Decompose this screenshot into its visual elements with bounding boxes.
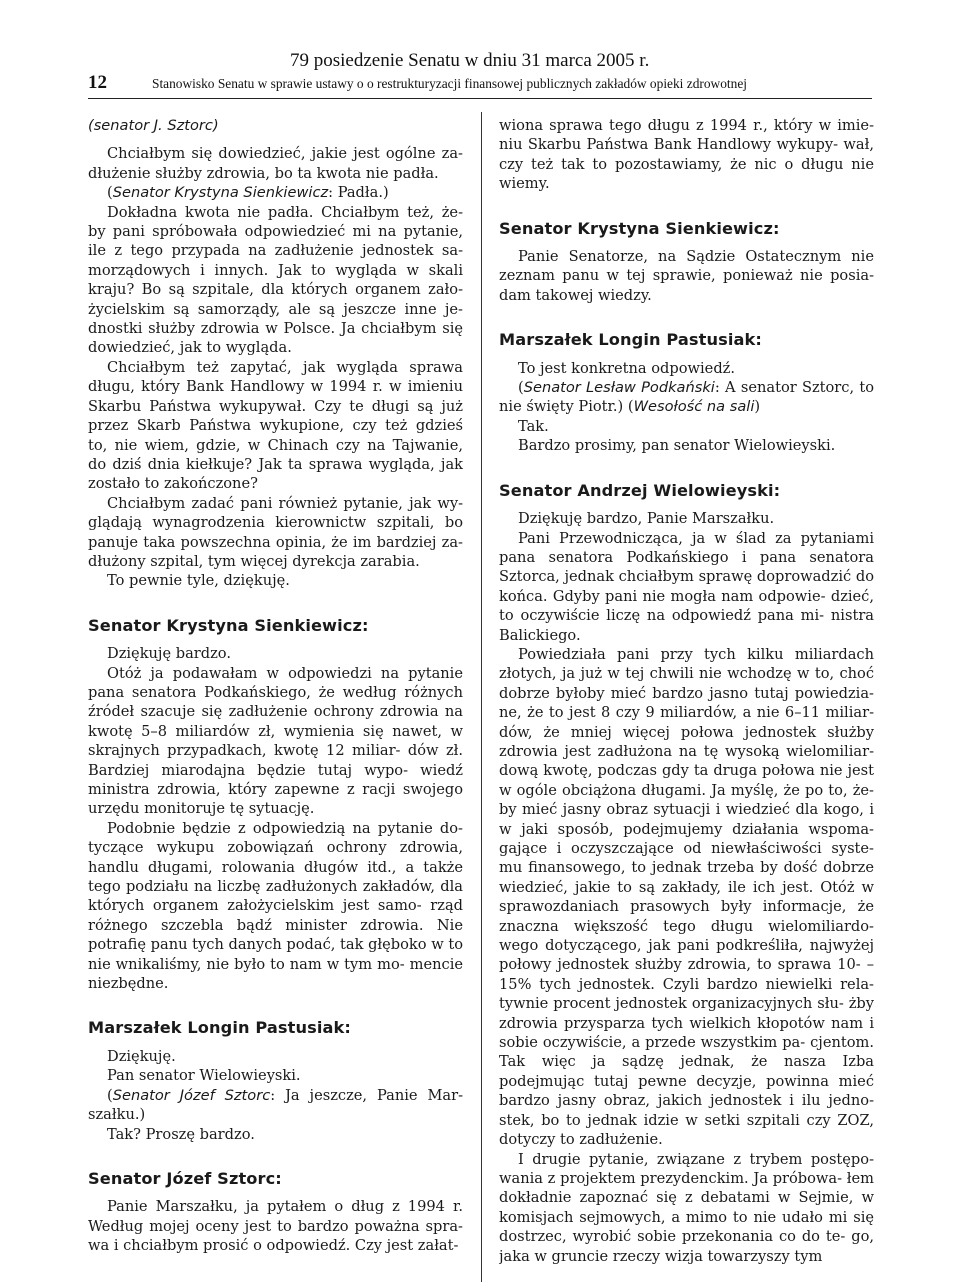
paragraph: To pewnie tyle, dziękuję. bbox=[107, 572, 290, 590]
paragraph: Tak. bbox=[518, 417, 549, 435]
speaker-heading: Marszałek Longin Pastusiak: bbox=[88, 1018, 351, 1038]
paragraph: I drugie pytanie, związane z trybem postępo- wania z projektem prezydenckim. Ja próbowa- łem dokładnie zapoznać się z debatami w Sejmie, w komisjach sejmowych, a mimo to nie udało mi się dostrzec, wyrobić sobie przekonania co do te- go, jaka w gruncie rzeczy wizja towarzyszy tym bbox=[499, 1150, 874, 1265]
paragraph-continued: wiona sprawa tego długu z 1994 r., który w imie- niu Skarbu Państwa Bank Handlowy wykupy- wał, czy też tak to pozostawiamy, że nic o długu nie wiemy. bbox=[499, 117, 874, 193]
interjection-speaker: Senator Lesław Podkański bbox=[523, 379, 715, 397]
paragraph: Powiedziała pani przy tych kilku miliardach złotych, ja już w tej chwili nie wchodzę w to, choć dobrze byłoby mieć bardzo jasno tutaj powiedzia- ne, że to jest 8 czy 9 miliardów, a nie 6–11 miliar- dów, że mniej więcej połowa jednostek służby zdrowia jest zadłużona na tę wysoką wielomiliar- dową kwotę, podczas gdy ta druga połowa nie jest w ogóle obciążona długami. Ja myślę, że po to, że- by mieć jasny obraz sytuacji i wiedzieć dla kogo, i w jaki sposób, podejmujemy działania wspoma- gające i oczyszczające od niewłaściwości syste- mu finansowego, to jednak trzeba by dość dobrze wiedzieć, jakie to są zakłady, ile ich jest. Otóż w sprawozdaniach prasowych były informacje, że znaczna większość tego długu wielomiliardo- wego dotyczącego, jak pani podkreśliła, najwyżej połowy jednostek służby zdrowia, to sprawa 10- –15% tych jednostek. Czyli bardzo niewielki rela- tywnie procent jednostek organizacyjnych słu- żby zdrowia przysparza tych wielkich kłopotów nam i sobie oczywiście, a przede wszystkim pa- cjentom. Tak więc ja sądzę jednak, że nasza Izba podejmując tutaj pewne decyzje, powinna mieć bardzo jasny obraz, jakich jednostek i ilu jedno- stek, bo to jednak idzie w setki szpitali czy ZOZ, dotyczy to zadłużenie. bbox=[499, 645, 874, 1149]
paragraph: Pani Przewodnicząca, ja w ślad za pytaniami pana senatora Podkańskiego i pana senatora Sztorca, jednak chciałbym sprawę doprowadzić do końca. Gdyby pani nie mogła nam odpowie- dzieć, to oczywiście liczę na odpowiedź pana mi- nistra Balickiego. bbox=[499, 529, 874, 644]
speaker-heading: Senator Józef Sztorc: bbox=[88, 1168, 282, 1188]
paragraph: Chciałbym też zapytać, jak wygląda sprawa długu, który Bank Handlowy w 1994 r. w imieniu Skarbu Państwa wykupywał. Czy te długi są już przez Skarb Państwa wykupione, czy też gdzieś to, nie wiem, gdzie, w Chinach czy na Tajwanie, do dziś dnia kiełkuje? Jak ta sprawa wygląda, jak zostało to zakończone? bbox=[88, 358, 463, 493]
interjection bbox=[88, 183, 463, 202]
paragraph: Chciałbym się dowiedzieć, jakie jest ogólne za- dłużenie służby zdrowia, bo ta kwota nie padła. bbox=[88, 145, 463, 182]
speaker-heading: Senator Andrzej Wielowieyski: bbox=[499, 480, 781, 500]
interjection-text: : Padła.) bbox=[328, 184, 389, 202]
paragraph: Pan senator Wielowieyski. bbox=[107, 1067, 301, 1085]
session-title: 79 posiedzenie Senatu w dniu 31 marca 2005 r. bbox=[290, 50, 650, 71]
page-number: 12 bbox=[88, 72, 107, 93]
paren-open: ( bbox=[107, 1086, 113, 1104]
paragraph: Podobnie będzie z odpowiedzią na pytanie do- tyczące wykupu zobowiązań ochrony zdrowia, handlu długami, rolowania długów itd., a także tego podziału na liczbę zadłużonych zakładów, dla których organem założycielskim jest samo- rząd różnego szczebla bądź minister zdrowia. Nie potrafię panu tych danych podać, tak głęboko w to nie wnikaliśmy, nie było to nam w tym mo- mencie niezbędne. bbox=[88, 819, 463, 993]
left-column bbox=[88, 116, 463, 1276]
paragraph: Panie Marszałku, ja pytałem o dług z 1994 r. Według mojej oceny jest to bardzo poważna spra- wa i chciałbym prosić o odpowiedź. Czy jest załat- bbox=[88, 1198, 463, 1255]
paren-close: ) bbox=[754, 398, 761, 416]
paragraph: Chciałbym zadać pani również pytanie, jak wy- glądają wynagrodzenia kierownictw szpitali, bo panuje taka powszechna opinia, że im bardziej za- dłużony szpital, tym więcej dyrekcja zarabia. bbox=[88, 494, 463, 570]
interjection-text: : A senator Sztorc, to nie święty Piotr.) ( bbox=[499, 379, 874, 416]
paren-open: ( bbox=[107, 184, 113, 202]
paragraph: To jest konkretna odpowiedź. bbox=[518, 359, 735, 377]
interjection-speaker: Senator Józef Sztorc bbox=[112, 1086, 271, 1104]
paragraph: Dziękuję bardzo. bbox=[107, 645, 231, 663]
paragraph: Bardzo prosimy, pan senator Wielowieyski. bbox=[518, 437, 836, 455]
interjection-text: : Ja jeszcze, Panie Mar- szałku.) bbox=[88, 1086, 463, 1124]
page-header bbox=[0, 0, 960, 100]
speaker-heading: Senator Krystyna Sienkiewicz: bbox=[88, 615, 369, 635]
paragraph: Dokładna kwota nie padła. Chciałbym też, że- by pani spróbowała odpowiedzieć mi na pytanie, ile z tego przypada na zadłużenie jednostek sa- morządowych i innych. Jak to wygląda w skali kraju? Bo są szpitale, dla których organem zało- życielskim są samorządy, ale są jeszcze inne je- dnostki służby zdrowia w Polsce. Ja chciałbym się dowiedzieć, jak to wygląda. bbox=[88, 203, 463, 357]
interjection-speaker: Senator Krystyna Sienkiewicz bbox=[112, 184, 329, 202]
paragraph: Dziękuję bardzo, Panie Marszałku. bbox=[518, 510, 775, 528]
paragraph: Dziękuję. bbox=[107, 1047, 176, 1065]
speaker-heading: Marszałek Longin Pastusiak: bbox=[499, 330, 762, 350]
speaker-heading: Senator Krystyna Sienkiewicz: bbox=[499, 218, 780, 238]
stage-direction: Wesołość na sali bbox=[633, 398, 755, 416]
running-title: Stanowisko Senatu w sprawie ustawy o o restrukturyzacji finansowej publicznych zakładów opieki zdrowotnej bbox=[152, 76, 747, 91]
interjection bbox=[499, 378, 874, 417]
continued-speaker-note: (senator J. Sztorc) bbox=[88, 117, 219, 134]
column-divider bbox=[481, 112, 482, 1282]
right-column bbox=[499, 116, 874, 1276]
paragraph: Panie Senatorze, na Sądzie Ostatecznym nie zeznam panu w tej sprawie, ponieważ nie posia- dam takowej wiedzy. bbox=[499, 248, 874, 304]
paragraph: Tak? Proszę bardzo. bbox=[107, 1125, 255, 1143]
paren-open: ( bbox=[518, 379, 524, 397]
paragraph: Otóż ja podawałam w odpowiedzi na pytanie pana senatora Podkańskiego, że według różnych źródeł szacuje się zadłużenie ochrony zdrowia na kwotę 5–8 miliardów zł, wymienia się nawet, w skrajnych przypadkach, kwotę 12 miliar- dów zł. Bardziej miarodajna będzie tutaj wypo- wiedź ministra zdrowia, który zapewne z racji swojego urzędu monitoruje tę sytuację. bbox=[88, 664, 463, 818]
interjection bbox=[88, 1086, 463, 1125]
header-rule bbox=[88, 98, 872, 99]
